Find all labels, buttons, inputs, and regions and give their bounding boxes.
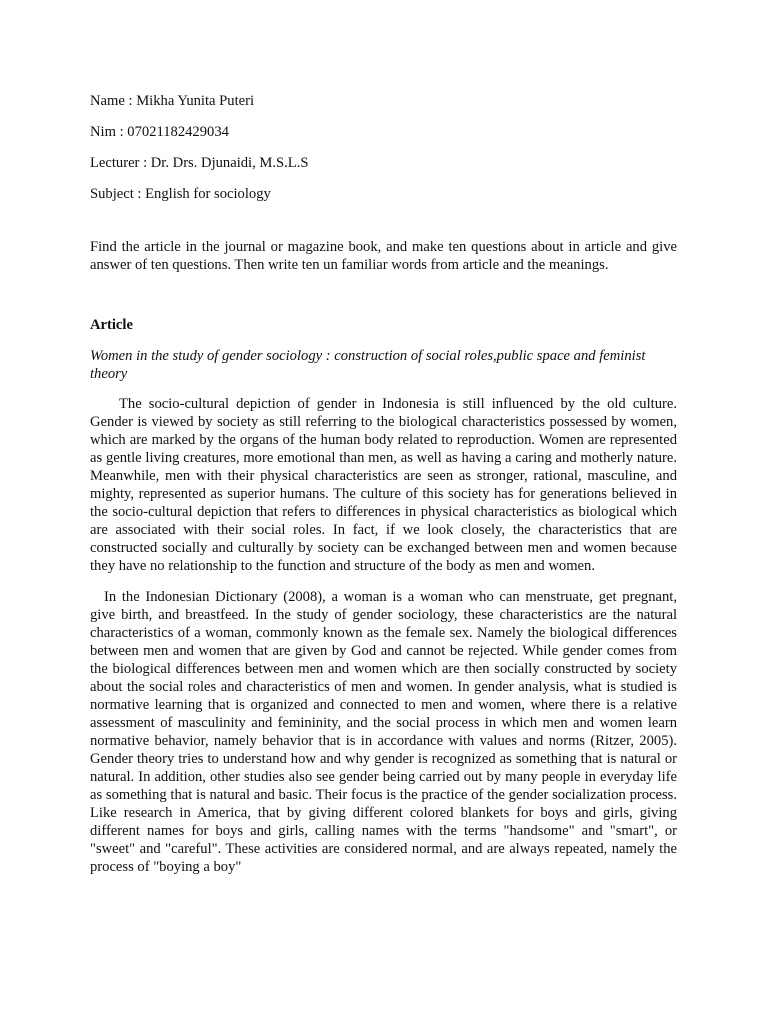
- student-nim: Nim : 07021182429034: [90, 124, 229, 140]
- assignment-instructions: Find the article in the journal or magazine book, and make ten questions about in article and give answer of ten questions. Then write ten un familiar words from article and the meanings.: [90, 239, 677, 273]
- student-name: Name : Mikha Yunita Puteri: [90, 93, 255, 109]
- subject-line: Subject : English for sociology: [90, 186, 271, 202]
- article-heading: Article: [90, 317, 133, 333]
- article-paragraph: In the Indonesian Dictionary (2008), a woman is a woman who can menstruate, get pregnant, give birth, and breastfeed. In the study of gender sociology, these characteristics are the natural characteristics of a woman, commonly known as the female sex. Namely the biological differences between men and women that are given by God and cannot be rejected. While gender comes from the biological differences between men and women which are then socially constructed by society about the social roles and characteristics of men and women. In gender analysis, what is studied is normative learning that is organized and connected to men and women, where there is a relative assessment of masculinity and femininity, and the social process in which men and women learn normative behavior, namely behavior that is in accordance with values and norms (Ritzer, 2005). Gender theory tries to understand how and why gender is recognized as something that is natural or natural. In addition, other studies also see gender being carried out by many people in everyday life as something that is natural and basic. Their focus is the practice of the gender socialization process. Like research in America, that by giving different colored blankets for boys and girls, giving different names for boys and girls, calling names with the terms "handsome" and "smart", or "sweet" and "careful". These activities are considered normal, and are always repeated, namely the process of "boying a boy": [90, 589, 677, 875]
- lecturer-line: Lecturer : Dr. Drs. Djunaidi, M.S.L.S: [90, 155, 309, 171]
- article-paragraph: The socio-cultural depiction of gender in Indonesia is still influenced by the old culture. Gender is viewed by society as still referring to the biological characteristics possessed by women, which are marked by the organs of the human body related to reproduction. Women are represented as gentle living creatures, more emotional than men, as well as having a caring and motherly nature. Meanwhile, men with their physical characteristics are seen as stronger, rational, masculine, and mighty, represented as superior humans. The culture of this society has for generations believed in the socio-cultural depiction that refers to differences in physical characteristics as biological which are associated with their social roles. In fact, if we look closely, the characteristics that are constructed socially and culturally by society can be exchanged between men and women because they have no relationship to the function and structure of the body as men and women.: [90, 396, 677, 574]
- document-page: [90, 92, 677, 876]
- article-title: Women in the study of gender sociology : construction of social roles,public space and feminist theory: [90, 348, 646, 382]
